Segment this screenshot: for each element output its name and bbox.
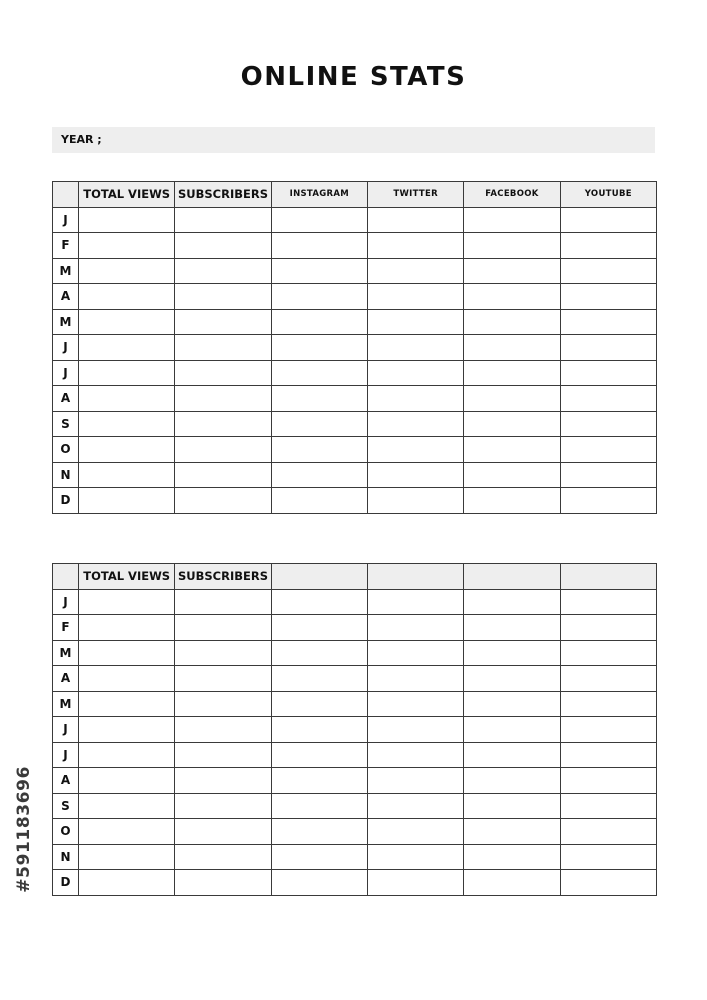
- data-cell[interactable]: [367, 666, 463, 692]
- data-cell[interactable]: [464, 819, 560, 845]
- data-cell[interactable]: [367, 258, 463, 284]
- header-blank-5: [464, 564, 560, 590]
- stock-id-watermark: #591183696: [14, 766, 34, 893]
- data-cell[interactable]: [464, 437, 560, 463]
- data-cell[interactable]: [79, 717, 175, 743]
- data-cell[interactable]: [79, 793, 175, 819]
- data-cell[interactable]: [79, 691, 175, 717]
- data-cell[interactable]: [464, 488, 560, 514]
- data-cell[interactable]: [175, 207, 271, 233]
- data-cell[interactable]: [175, 589, 271, 615]
- data-cell[interactable]: [367, 284, 463, 310]
- header-subscribers: SUBSCRIBERS: [175, 182, 271, 208]
- data-cell[interactable]: [367, 793, 463, 819]
- data-cell[interactable]: [367, 437, 463, 463]
- table-row: [53, 309, 657, 335]
- data-cell[interactable]: [271, 462, 367, 488]
- month-label: J: [53, 207, 79, 233]
- data-cell[interactable]: [79, 870, 175, 896]
- data-cell[interactable]: [271, 844, 367, 870]
- data-cell[interactable]: [367, 640, 463, 666]
- month-label: D: [53, 488, 79, 514]
- year-field[interactable]: [52, 127, 655, 153]
- month-label: J: [53, 360, 79, 386]
- month-label: J: [53, 742, 79, 768]
- stats-table-1: [52, 181, 657, 514]
- data-cell[interactable]: [367, 309, 463, 335]
- month-label: M: [53, 640, 79, 666]
- data-cell[interactable]: [367, 360, 463, 386]
- table-row: [53, 589, 657, 615]
- data-cell[interactable]: [560, 411, 656, 437]
- data-cell[interactable]: [79, 386, 175, 412]
- table-row: [53, 666, 657, 692]
- table-row: [53, 233, 657, 259]
- table-row: [53, 768, 657, 794]
- month-label: A: [53, 768, 79, 794]
- data-cell[interactable]: [560, 258, 656, 284]
- data-cell[interactable]: [175, 793, 271, 819]
- data-cell[interactable]: [79, 411, 175, 437]
- data-cell[interactable]: [560, 691, 656, 717]
- table-row: [53, 691, 657, 717]
- data-cell[interactable]: [464, 615, 560, 641]
- data-cell[interactable]: [271, 691, 367, 717]
- data-cell[interactable]: [175, 233, 271, 259]
- month-label: A: [53, 386, 79, 412]
- data-cell[interactable]: [367, 462, 463, 488]
- data-cell[interactable]: [367, 844, 463, 870]
- table-row: [53, 258, 657, 284]
- data-cell[interactable]: [367, 742, 463, 768]
- data-cell[interactable]: [464, 844, 560, 870]
- data-cell[interactable]: [464, 360, 560, 386]
- data-cell[interactable]: [271, 819, 367, 845]
- data-cell[interactable]: [464, 640, 560, 666]
- month-label: J: [53, 335, 79, 361]
- data-cell[interactable]: [560, 717, 656, 743]
- month-label: O: [53, 819, 79, 845]
- header-corner-cell: [53, 564, 79, 590]
- data-cell[interactable]: [175, 488, 271, 514]
- table-row: [53, 844, 657, 870]
- data-cell[interactable]: [79, 768, 175, 794]
- data-cell[interactable]: [271, 258, 367, 284]
- data-cell[interactable]: [271, 615, 367, 641]
- data-cell[interactable]: [560, 233, 656, 259]
- data-cell[interactable]: [367, 488, 463, 514]
- data-cell[interactable]: [175, 666, 271, 692]
- data-cell[interactable]: [79, 258, 175, 284]
- data-cell[interactable]: [271, 742, 367, 768]
- data-cell[interactable]: [560, 870, 656, 896]
- table-body: [53, 589, 657, 895]
- data-cell[interactable]: [464, 309, 560, 335]
- data-cell[interactable]: [560, 640, 656, 666]
- month-label: J: [53, 717, 79, 743]
- header-blank-6: [560, 564, 656, 590]
- data-cell[interactable]: [560, 768, 656, 794]
- data-cell[interactable]: [271, 233, 367, 259]
- header-facebook: FACEBOOK: [464, 182, 560, 208]
- data-cell[interactable]: [79, 437, 175, 463]
- data-cell[interactable]: [271, 360, 367, 386]
- data-cell[interactable]: [271, 589, 367, 615]
- data-cell[interactable]: [464, 870, 560, 896]
- data-cell[interactable]: [367, 233, 463, 259]
- month-label: J: [53, 589, 79, 615]
- data-cell[interactable]: [79, 462, 175, 488]
- data-cell[interactable]: [367, 207, 463, 233]
- month-label: M: [53, 258, 79, 284]
- data-cell[interactable]: [175, 742, 271, 768]
- table-row: [53, 462, 657, 488]
- data-cell[interactable]: [175, 870, 271, 896]
- data-cell[interactable]: [560, 284, 656, 310]
- data-cell[interactable]: [271, 411, 367, 437]
- data-cell[interactable]: [560, 666, 656, 692]
- data-cell[interactable]: [175, 284, 271, 310]
- header-youtube: YOUTUBE: [560, 182, 656, 208]
- data-cell[interactable]: [79, 640, 175, 666]
- header-subscribers: SUBSCRIBERS: [175, 564, 271, 590]
- data-cell[interactable]: [175, 615, 271, 641]
- header-total-views: TOTAL VIEWS: [79, 564, 175, 590]
- data-cell[interactable]: [175, 411, 271, 437]
- data-cell[interactable]: [560, 819, 656, 845]
- data-cell[interactable]: [175, 258, 271, 284]
- stats-table-2: [52, 563, 657, 896]
- data-cell[interactable]: [464, 742, 560, 768]
- month-label: S: [53, 793, 79, 819]
- month-label: M: [53, 309, 79, 335]
- data-cell[interactable]: [175, 360, 271, 386]
- data-cell[interactable]: [175, 386, 271, 412]
- header-instagram: INSTAGRAM: [271, 182, 367, 208]
- data-cell[interactable]: [464, 258, 560, 284]
- data-cell[interactable]: [271, 207, 367, 233]
- data-cell[interactable]: [271, 386, 367, 412]
- data-cell[interactable]: [560, 207, 656, 233]
- data-cell[interactable]: [464, 335, 560, 361]
- table-row: [53, 742, 657, 768]
- header-total-views: TOTAL VIEWS: [79, 182, 175, 208]
- data-cell[interactable]: [175, 335, 271, 361]
- data-cell[interactable]: [175, 844, 271, 870]
- data-cell[interactable]: [560, 437, 656, 463]
- data-cell[interactable]: [464, 411, 560, 437]
- table-header-row: [53, 564, 657, 590]
- data-cell[interactable]: [560, 462, 656, 488]
- data-cell[interactable]: [367, 615, 463, 641]
- table-row: [53, 615, 657, 641]
- data-cell[interactable]: [464, 462, 560, 488]
- data-cell[interactable]: [464, 666, 560, 692]
- data-cell[interactable]: [271, 768, 367, 794]
- data-cell[interactable]: [79, 742, 175, 768]
- data-cell[interactable]: [367, 768, 463, 794]
- data-cell[interactable]: [271, 488, 367, 514]
- data-cell[interactable]: [79, 844, 175, 870]
- data-cell[interactable]: [367, 819, 463, 845]
- header-blank-3: [271, 564, 367, 590]
- month-label: F: [53, 233, 79, 259]
- data-cell[interactable]: [175, 640, 271, 666]
- table-row: [53, 793, 657, 819]
- data-cell[interactable]: [175, 691, 271, 717]
- month-label: A: [53, 284, 79, 310]
- table-header-row: [53, 182, 657, 208]
- data-cell[interactable]: [175, 309, 271, 335]
- data-cell[interactable]: [560, 742, 656, 768]
- table-row: [53, 360, 657, 386]
- table-row: [53, 335, 657, 361]
- data-cell[interactable]: [79, 589, 175, 615]
- data-cell[interactable]: [271, 309, 367, 335]
- data-cell[interactable]: [79, 207, 175, 233]
- data-cell[interactable]: [464, 768, 560, 794]
- data-cell[interactable]: [79, 666, 175, 692]
- data-cell[interactable]: [175, 462, 271, 488]
- data-cell[interactable]: [464, 691, 560, 717]
- data-cell[interactable]: [367, 589, 463, 615]
- data-cell[interactable]: [271, 284, 367, 310]
- data-cell[interactable]: [560, 309, 656, 335]
- header-blank-4: [367, 564, 463, 590]
- data-cell[interactable]: [560, 360, 656, 386]
- data-cell[interactable]: [175, 819, 271, 845]
- data-cell[interactable]: [560, 793, 656, 819]
- month-label: A: [53, 666, 79, 692]
- header-corner-cell: [53, 182, 79, 208]
- data-cell[interactable]: [367, 335, 463, 361]
- data-cell[interactable]: [367, 411, 463, 437]
- month-label: N: [53, 462, 79, 488]
- table-row: [53, 488, 657, 514]
- month-label: S: [53, 411, 79, 437]
- data-cell[interactable]: [271, 870, 367, 896]
- data-cell[interactable]: [175, 717, 271, 743]
- data-cell[interactable]: [367, 870, 463, 896]
- data-cell[interactable]: [79, 819, 175, 845]
- month-label: N: [53, 844, 79, 870]
- data-cell[interactable]: [271, 717, 367, 743]
- data-cell[interactable]: [79, 360, 175, 386]
- month-label: M: [53, 691, 79, 717]
- table-row: [53, 717, 657, 743]
- data-cell[interactable]: [560, 335, 656, 361]
- month-label: D: [53, 870, 79, 896]
- table-row: [53, 411, 657, 437]
- page-title: ONLINE STATS: [240, 62, 467, 92]
- year-label: YEAR ;: [61, 133, 102, 146]
- table-row: [53, 386, 657, 412]
- data-cell[interactable]: [79, 284, 175, 310]
- data-cell[interactable]: [79, 309, 175, 335]
- data-cell[interactable]: [175, 437, 271, 463]
- data-cell[interactable]: [560, 615, 656, 641]
- data-cell[interactable]: [464, 793, 560, 819]
- data-cell[interactable]: [79, 488, 175, 514]
- data-cell[interactable]: [271, 666, 367, 692]
- month-label: F: [53, 615, 79, 641]
- data-cell[interactable]: [560, 488, 656, 514]
- data-cell[interactable]: [79, 615, 175, 641]
- table-row: [53, 207, 657, 233]
- data-cell[interactable]: [79, 335, 175, 361]
- header-twitter: TWITTER: [367, 182, 463, 208]
- data-cell[interactable]: [367, 717, 463, 743]
- table-row: [53, 640, 657, 666]
- data-cell[interactable]: [271, 640, 367, 666]
- data-cell[interactable]: [464, 589, 560, 615]
- table-row: [53, 284, 657, 310]
- data-cell[interactable]: [464, 717, 560, 743]
- table-row: [53, 437, 657, 463]
- table-row: [53, 819, 657, 845]
- data-cell[interactable]: [464, 284, 560, 310]
- data-cell[interactable]: [560, 844, 656, 870]
- data-cell[interactable]: [271, 793, 367, 819]
- table-row: [53, 870, 657, 896]
- data-cell[interactable]: [464, 386, 560, 412]
- data-cell[interactable]: [560, 589, 656, 615]
- data-cell[interactable]: [79, 233, 175, 259]
- data-cell[interactable]: [464, 207, 560, 233]
- data-cell[interactable]: [271, 437, 367, 463]
- data-cell[interactable]: [367, 386, 463, 412]
- data-cell[interactable]: [175, 768, 271, 794]
- data-cell[interactable]: [271, 335, 367, 361]
- data-cell[interactable]: [367, 691, 463, 717]
- data-cell[interactable]: [560, 386, 656, 412]
- table-body: [53, 207, 657, 513]
- data-cell[interactable]: [464, 233, 560, 259]
- month-label: O: [53, 437, 79, 463]
